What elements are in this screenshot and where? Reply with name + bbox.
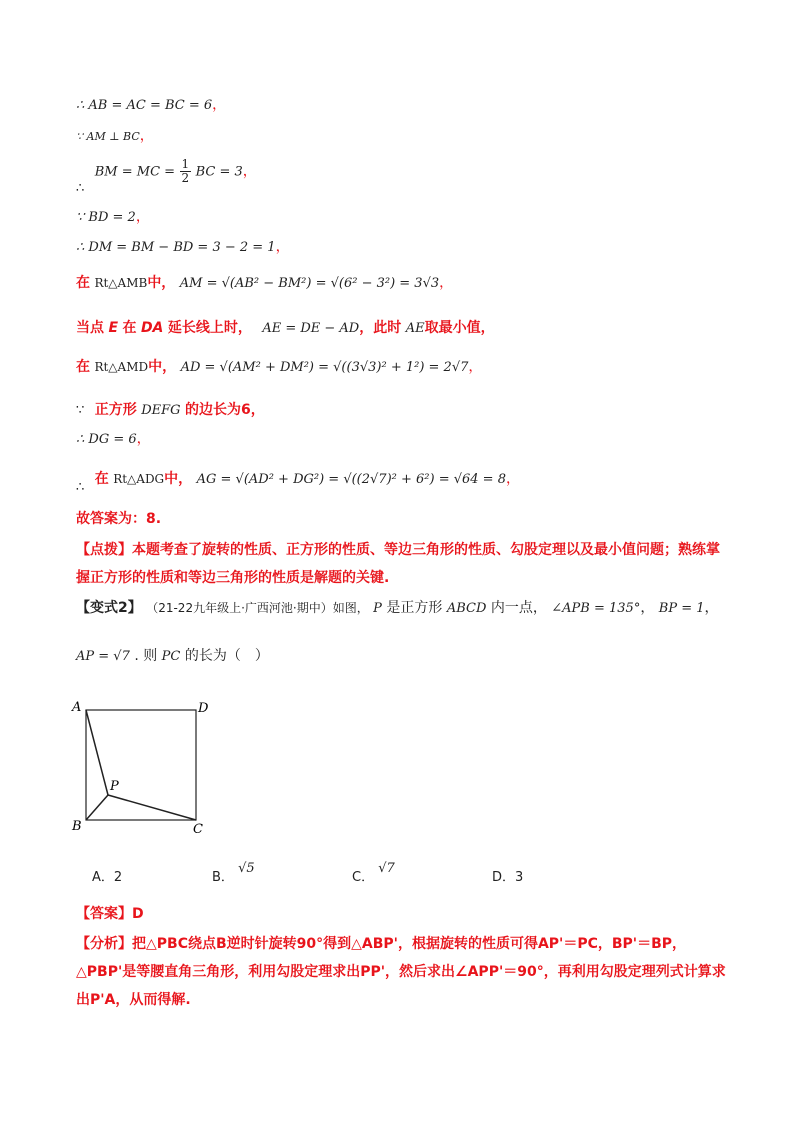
segment-ap [86, 710, 108, 795]
answer-label: 【答案】D [76, 906, 144, 922]
question-line-1: 【变式2】 （21-22九年级上·广西河池·期中）如图， P 是正方形 ABCD 内一点， ∠APB = 135°， BP = 1， [76, 600, 719, 616]
solution-line-7: 当点 E 在 DA 延长线上时， AE = DE − AD，此时 AE取最小值， [76, 320, 495, 336]
option-c[interactable]: C． √7 [352, 861, 395, 885]
solution-line-11: ∴ 在 Rt△ADG中， AG = √(AD² + DG²) = √((2√7)² + 6²) = √64 = 8， [76, 471, 520, 495]
solution-line-8: 在 Rt△AMD中， AD = √(AM² + DM²) = √((3√3)² + 1²) = 2√7， [76, 359, 483, 375]
equation-am-perp-bc: ∵ AM ⊥ BC [76, 130, 140, 143]
question-line-2: AP = √7 . 则 PC 的长为（ ） [76, 648, 269, 664]
solution-line-2: ∵ AM ⊥ BC， [76, 128, 154, 144]
equation-dg: ∴ DG = 6 [76, 432, 137, 447]
equation-ag-pythagoras: AG = √(AD² + DG²) = √((2√7)² + 6²) = √64 = 8 [196, 472, 506, 487]
square-figure [66, 696, 246, 846]
segment-bp [86, 795, 108, 820]
solution-line-3: ∴ BM = MC = $\frac{1}{2}$ BC = 3， [76, 157, 257, 196]
solution-line-6: 在 Rt△AMB中， AM = √(AB² − BM²) = √(6² − 3²) = 3√3， [76, 275, 454, 291]
solution-line-4: ∵ BD = 2， [76, 209, 150, 225]
label-d: D [198, 701, 209, 716]
square-abcd [86, 710, 196, 820]
option-b[interactable]: B． √5 [212, 861, 255, 885]
equation-am-pythagoras: AM = √(AB² − BM²) = √(6² − 3²) = 3√3 [179, 276, 440, 291]
solution-line-9: ∵ 正方形 DEFG 的边长为6， [76, 402, 265, 418]
solution-line-5: ∴ DM = BM − BD = 3 − 2 = 1， [76, 239, 290, 255]
equation-dm: ∴ DM = BM − BD = 3 − 2 = 1 [76, 240, 276, 255]
label-p: P [110, 779, 119, 794]
label-b: B [72, 819, 82, 834]
question-tag: 【变式2】 [76, 600, 142, 616]
equation-ad-pythagoras: AD = √(AM² + DM²) = √((3√3)² + 1²) = 2√7 [180, 360, 469, 375]
equation-bd: ∵ BD = 2 [76, 210, 136, 225]
answer-statement: 故答案为：8. [76, 511, 162, 527]
label-c: C [193, 822, 203, 837]
solution-line-10: ∴ DG = 6， [76, 431, 151, 447]
equation-ab-ac-bc: ∴ AB = AC = BC = 6 [76, 98, 213, 113]
solution-line-1: ∴ AB = AC = BC = 6， [76, 97, 227, 113]
fraction-one-half: $\frac{1}{2}$ [181, 157, 190, 185]
option-d[interactable]: D．3 [492, 870, 524, 885]
segment-pc [108, 795, 196, 820]
label-a: A [72, 700, 82, 715]
comment-paragraph: 【点拨】本题考查了旋转的性质、正方形的性质、等边三角形的性质、勾股定理以及最小值问题；熟练掌握正方形的性质和等边三角形的性质是解题的关键. [76, 542, 720, 586]
option-a[interactable]: A．2 [92, 870, 123, 885]
analysis-paragraph: 【分析】把△PBC绕点B逆时针旋转90°得到△ABP'，根据旋转的性质可得AP'＝PC，BP'＝BP，△PBP'是等腰直角三角形，利用勾股定理求出PP'，然后求出∠APP'＝90°，再利用勾股定理列式计算求出P'A，从而得解. [76, 936, 726, 1008]
